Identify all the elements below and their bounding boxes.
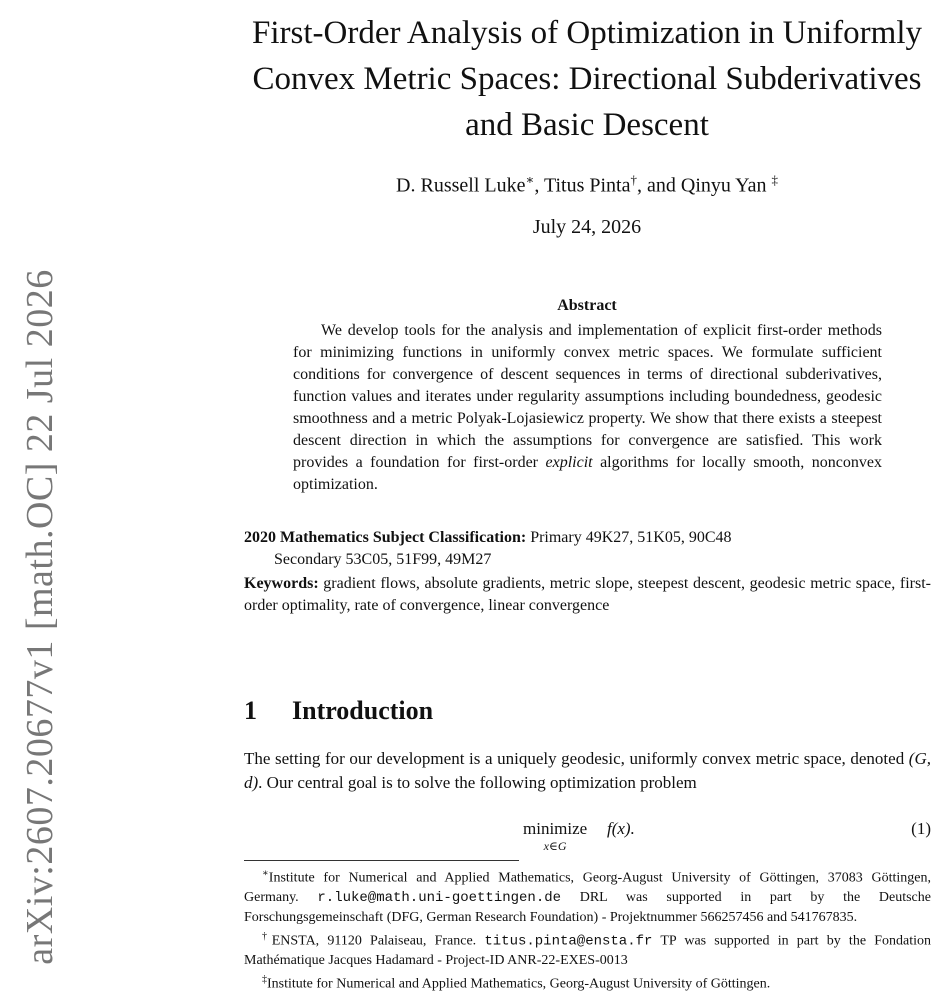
intro-text-part2: . Our central goal is to solve the following optimization problem [258, 773, 697, 792]
abstract-text: We develop tools for the analysis and implementation of explicit first-order methods for minimizing functions in uniformly convex metric spaces. We formulate sufficient conditions for convergence of descent sequences in terms of directional subderivatives, function values and iterates under regularity assumptions including boundedness, geodesic smoothness and a metric Polyak-Lojasiewicz property. We show that there exists a steepest descent direction in which the assumptions for convergence are satisfied. This work provides a foundation for first-order [293, 322, 882, 471]
abstract-body [293, 320, 882, 496]
footnote-text-end: TP was supported in part by the Fondation Mathématique Jacques Hadamard - Project-ID ANR-22-EXES-0013 [244, 933, 931, 969]
author-separator: , and [636, 174, 681, 197]
footnote [244, 970, 931, 994]
author-name: D. Russell Luke [396, 174, 526, 197]
footnote-email[interactable]: titus.pinta@ensta.fr [484, 933, 653, 950]
keywords-label: Keywords: [244, 575, 319, 592]
keywords-text: gradient flows, absolute gradients, metric slope, steepest descent, geodesic metric space, first-order optimality, rate of convergence, linear convergence [244, 575, 932, 614]
author-footnote-mark[interactable]: ‡ [771, 172, 778, 187]
author-name: Qinyu Yan [680, 174, 767, 197]
msc-label: 2020 Mathematics Subject Classification: [244, 529, 527, 546]
msc-classification [244, 527, 931, 571]
intro-space-notation: (G, d) [244, 749, 931, 792]
section-number: 1 [244, 696, 257, 725]
author-name: Titus Pinta [543, 174, 631, 197]
abstract-heading: Abstract [557, 297, 617, 314]
msc-secondary: Secondary 53C05, 51F99, 49M27 [274, 551, 492, 568]
author-list [250, 166, 924, 200]
author-footnote-mark[interactable]: ∗ [525, 172, 535, 187]
equation-1 [244, 818, 931, 858]
equation-operator-word: minimize [523, 819, 588, 838]
equation-subscript: x∈G [543, 839, 567, 853]
abstract-text-end: algorithms for locally smooth, nonconvex optimization. [293, 454, 883, 493]
keywords [244, 573, 931, 617]
arxiv-identifier-stamp [0, 0, 70, 1000]
footnote-text-end: DRL was supported in part by the Deutsche Forschungsgemeinschaft (DFG, German Research Foundation) - Projektnummer 566257456 and 541767835. [244, 889, 931, 925]
footnote-text: ENSTA, 91120 Palaiseau, France. [271, 933, 485, 949]
msc-primary: Primary 49K27, 51K05, 90C48 [530, 529, 732, 546]
footnote-text: Institute for Numerical and Applied Mathematics, Georg-August University of Göttingen. [267, 976, 771, 992]
footnote-divider [244, 860, 519, 861]
paper-date: July 24, 2026 [532, 216, 642, 238]
section-title: Introduction [292, 696, 434, 725]
footnotes [244, 864, 931, 994]
intro-paragraph [244, 747, 931, 795]
abstract-emphasis: explicit [545, 454, 593, 471]
footnote [244, 927, 931, 971]
footnote-mark: ∗ [262, 868, 269, 879]
footnote-mark: ‡ [262, 974, 267, 986]
equation-label[interactable]: (1) [911, 819, 931, 838]
section-heading [244, 694, 433, 728]
equation-expression: f(x). [607, 819, 635, 838]
footnote [244, 864, 931, 927]
author-separator: , [534, 174, 544, 197]
footnote-text: Institute for Numerical and Applied Mathematics, Georg-August University of Göttingen, 37083 Göttingen, Germany. [244, 870, 931, 905]
footnote-email[interactable]: r.luke@math.uni-goettingen.de [317, 889, 562, 906]
footnote-mark: † [262, 930, 272, 942]
paper-title: First-Order Analysis of Optimization in Uniformly Convex Metric Spaces: Directional Subderivatives and Basic Descent [251, 15, 922, 143]
author-footnote-mark[interactable]: † [630, 172, 637, 187]
intro-text-part1: The setting for our development is a uniquely geodesic, uniformly convex metric space, denoted [244, 749, 909, 768]
equation-operator [523, 818, 587, 852]
arxiv-identifier-text: arXiv:2607.20677v1 [math.OC] 22 Jul 2026 [19, 269, 61, 965]
